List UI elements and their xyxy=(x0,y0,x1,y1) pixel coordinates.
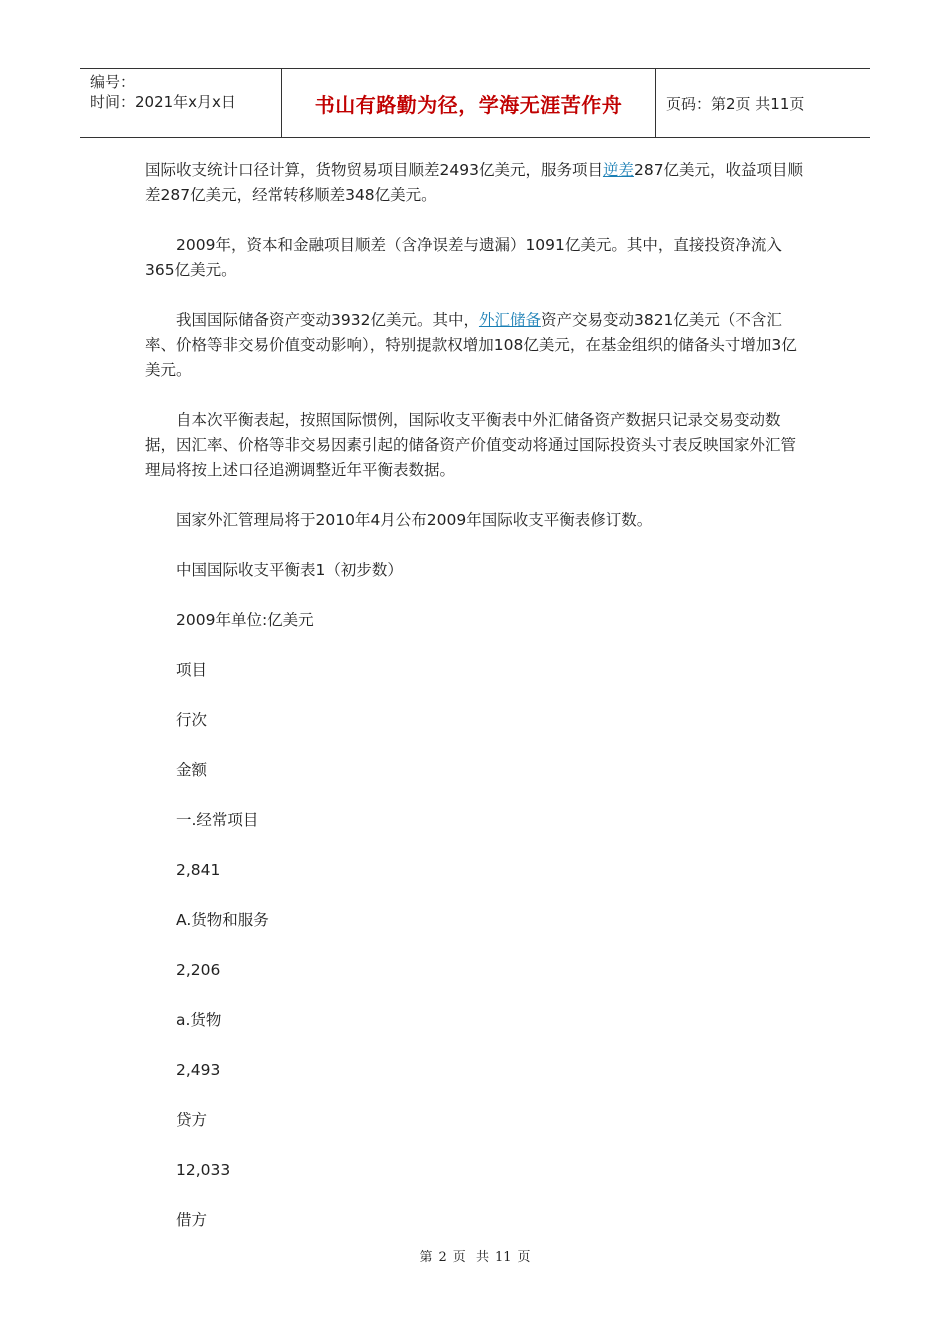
header-page-cell xyxy=(656,69,870,137)
list-item: 借方 xyxy=(176,1211,208,1229)
column-header-row-number: 行次 xyxy=(176,711,208,729)
paragraph-text: 我国国际储备资产变动3932亿美元。其中， xyxy=(176,311,479,329)
header-motto: 书山有路勤为径，学海无涯苦作舟 xyxy=(314,92,623,117)
document-body xyxy=(145,158,810,1258)
link-deficit[interactable]: 逆差 xyxy=(602,161,634,179)
paragraph-text: 国际收支统计口径计算，货物贸易项目顺差2493亿美元，服务项目 xyxy=(145,161,603,179)
list-item: 一.经常项目 xyxy=(176,811,259,829)
paragraph-text: 287亿美元，收益项目顺差287亿美元，经常转移顺差348亿美元。 xyxy=(145,161,804,204)
paragraph-trade-summary xyxy=(145,158,810,208)
document-time-label: 时间：2021年x月x日 xyxy=(90,93,236,111)
paragraph-text: 资产交易变动3821亿美元（不含汇率、价格等非交易价值变动影响），特别提款权增加108亿美元，在基金组织的储备头寸增加3亿美元。 xyxy=(145,311,797,379)
list-item-value: 2,841 xyxy=(176,861,221,879)
page-footer xyxy=(0,1246,950,1265)
list-item-value: 2,493 xyxy=(176,1061,221,1079)
paragraph-methodology: 自本次平衡表起，按照国际惯例，国际收支平衡表中外汇储备资产数据只记录交易变动数据，因汇率、价格等非交易因素引起的储备资产价值变动将通过国际投资头寸表反映国家外汇管理局将按上述口径追溯调整近年平衡表数据。 xyxy=(145,411,797,479)
footer-page-number: 2 xyxy=(438,1250,447,1265)
paragraph-reserve-assets xyxy=(145,308,810,383)
list-item: A.货物和服务 xyxy=(176,911,269,929)
link-forex-reserves[interactable]: 外汇储备 xyxy=(478,311,541,329)
footer-total-number: 11 xyxy=(494,1250,512,1265)
footer-total-unit: 页 xyxy=(517,1250,531,1265)
list-item: a.货物 xyxy=(176,1011,222,1029)
header-motto-cell xyxy=(282,69,656,137)
list-item-value: 12,033 xyxy=(176,1161,231,1179)
header-page-info: 页码：第2页 共11页 xyxy=(666,94,805,113)
column-header-amount: 金额 xyxy=(176,761,208,779)
list-item-value: 2,206 xyxy=(176,961,221,979)
paragraph-revision-notice: 国家外汇管理局将于2010年4月公布2009年国际收支平衡表修订数。 xyxy=(176,511,653,529)
table-unit: 2009年单位:亿美元 xyxy=(176,611,314,629)
table-title: 中国国际收支平衡表1（初步数） xyxy=(176,561,403,579)
page-header xyxy=(80,68,870,138)
footer-page-unit: 页 xyxy=(452,1250,466,1265)
paragraph-capital-account: 2009年，资本和金融项目顺差（含净误差与遗漏）1091亿美元。其中，直接投资净流入365亿美元。 xyxy=(145,236,782,279)
header-meta-cell xyxy=(80,69,282,137)
list-item: 贷方 xyxy=(176,1111,208,1129)
footer-total-word: 共 xyxy=(475,1250,489,1265)
footer-page-word: 第 xyxy=(419,1250,433,1265)
document-number-label: 编号： xyxy=(90,73,136,91)
column-header-item: 项目 xyxy=(176,661,208,679)
